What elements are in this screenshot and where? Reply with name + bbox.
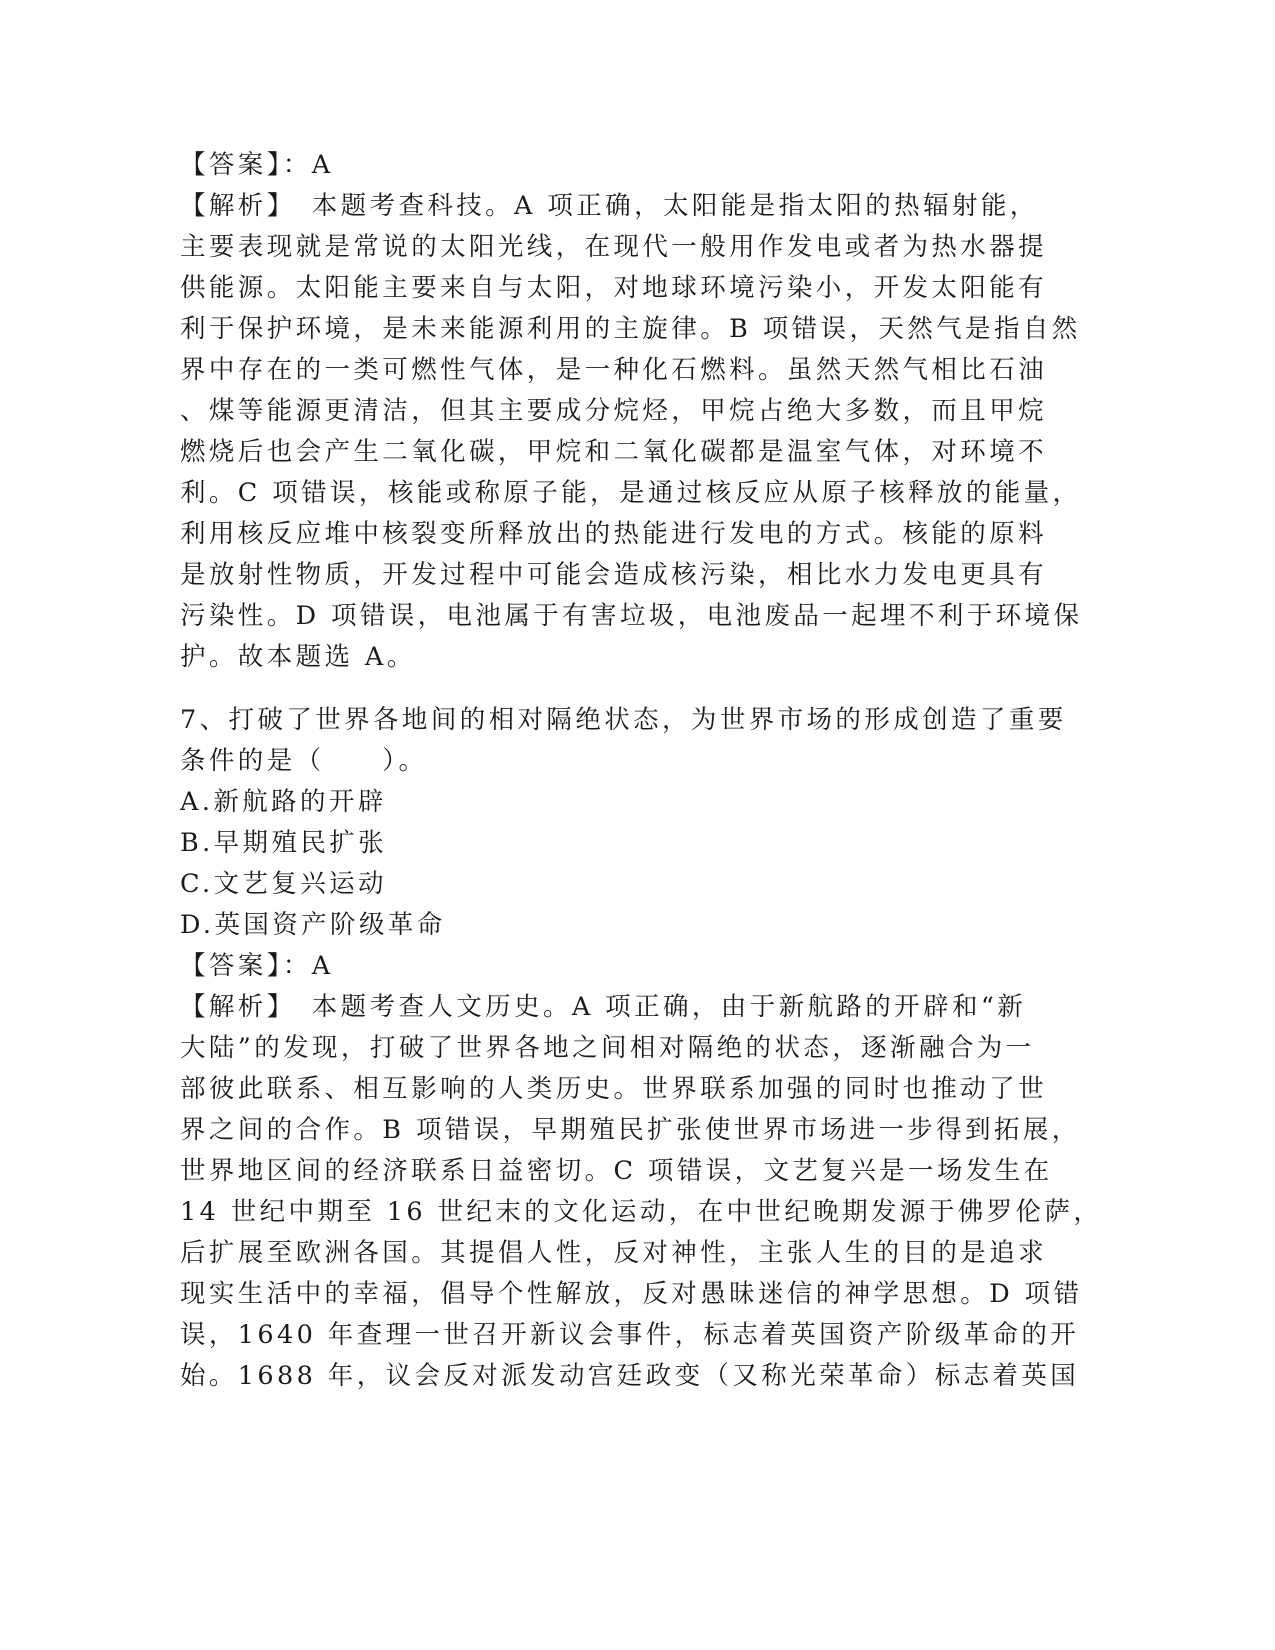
q7-options [180,782,1040,946]
q7-analysis-line: 部彼此联系、相互影响的人类历史。世界联系加强的同时也推动了世 [180,1074,1048,1104]
q7-analysis-line: 14 世纪中期至 16 世纪末的文化运动，在中世纪晚期发源于佛罗伦萨， [180,1197,1103,1227]
q6-analysis-line: 界中存在的一类可燃性气体，是一种化石燃料。虽然天然气相比石油 [180,355,1048,385]
q6-analysis-line: 【解析】 本题考查科技。A 项正确，太阳能是指太阳的热辐射能， [180,191,1039,221]
q6-analysis-line: 供能源。太阳能主要来自与太阳，对地球环境污染小，开发太阳能有 [180,273,1048,303]
q7-analysis-line: 【解析】 本题考查人文历史。A 项正确，由于新航路的开辟和“新 [180,992,1027,1022]
q7-analysis-line: 大陆”的发现，打破了世界各地之间相对隔绝的状态，逐渐融合为一 [180,1033,1035,1063]
section-gap [180,678,1040,700]
q6-analysis-line: 护。故本题选 A。 [180,642,416,672]
q6-analysis-line: 利用核反应堆中核裂变所释放出的热能进行发电的方式。核能的原料 [180,519,1048,549]
q7-analysis-line: 界之间的合作。B 项错误，早期殖民扩张使世界市场进一步得到拓展， [180,1115,1081,1145]
q6-analysis [180,186,1083,678]
q7-analysis-line: 现实生活中的幸福，倡导个性解放，反对愚昧迷信的神学思想。D 项错 [180,1279,1083,1309]
q6-answer-line: 【答案】：A [180,150,334,180]
q7-analysis-line: 始。1688 年，议会反对派发动宫廷政变（又称光荣革命）标志着英国 [180,1361,1080,1391]
q7-analysis-line: 误，1640 年查理一世召开新议会事件，标志着英国资产阶级革命的开 [180,1320,1080,1350]
document-page [180,145,1103,1397]
q7-question [180,700,1067,782]
q7-option-d: D.英国资产阶级革命 [180,910,446,940]
q7-option-b: B.早期殖民扩张 [180,828,388,858]
q6-analysis-line: 利于保护环境，是未来能源利用的主旋律。B 项错误，天然气是指自然 [180,314,1081,344]
q7-question-line: 7、打破了世界各地间的相对隔绝状态，为世界市场的形成创造了重要 [180,705,1067,735]
q6-analysis-line: 燃烧后也会产生二氧化碳，甲烷和二氧化碳都是温室气体，对环境不 [180,437,1048,467]
q7-analysis [180,987,1103,1397]
q7-answer-line: 【答案】：A [180,951,334,981]
q6-analysis-line: 、煤等能源更清洁，但其主要成分烷烃，甲烷占绝大多数，而且甲烷 [180,396,1048,426]
q6-analysis-line: 污染性。D 项错误，电池属于有害垃圾，电池废品一起埋不利于环境保 [180,601,1083,631]
q6-answer-block [180,145,1083,678]
q7-option-a: A.新航路的开辟 [180,787,387,817]
q7-option-c: C.文艺复兴运动 [180,869,387,899]
q7-analysis-line: 后扩展至欧洲各国。其提倡人性，反对神性，主张人生的目的是追求 [180,1238,1048,1268]
q7-analysis-line: 世界地区间的经济联系日益密切。C 项错误，文艺复兴是一场发生在 [180,1156,1053,1186]
q7-question-line: 条件的是（ ）。 [180,746,428,776]
q6-analysis-line: 主要表现就是常说的太阳光线，在现代一般用作发电或者为热水器提 [180,232,1048,262]
q7-block [180,700,1103,1397]
q6-analysis-line: 利。C 项错误，核能或称原子能，是通过核反应从原子核释放的能量， [180,478,1082,508]
q6-analysis-line: 是放射性物质，开发过程中可能会造成核污染，相比水力发电更具有 [180,560,1048,590]
